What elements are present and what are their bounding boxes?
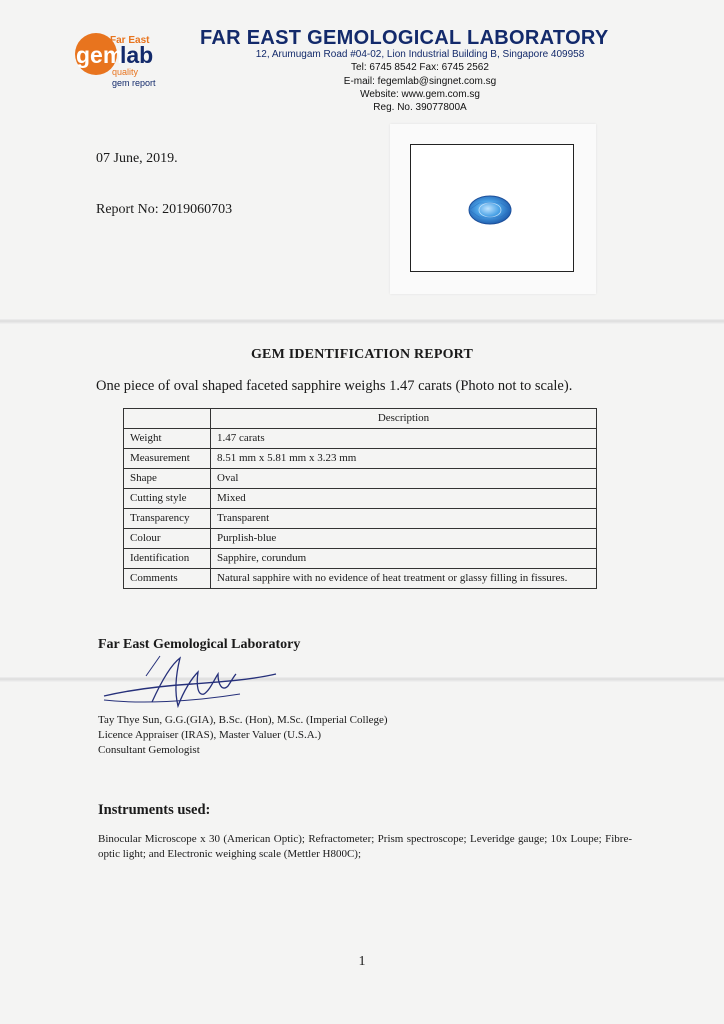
gem-photo-frame [410, 144, 574, 272]
logo-top-text: Far East [110, 35, 150, 46]
row-label: Identification [124, 549, 211, 569]
signatory-lab-name: Far East Gemological Laboratory [98, 637, 301, 652]
table-header-row [124, 409, 597, 429]
table-row [124, 449, 597, 469]
logo-lab-text: lab [120, 42, 154, 68]
lab-website: Website: www.gem.com.sg [360, 89, 480, 100]
report-number: Report No: 2019060703 [96, 202, 233, 217]
row-label: Transparency [124, 509, 211, 529]
lab-email: E-mail: fegemlab@singnet.com.sg [343, 76, 497, 87]
row-value: Mixed [211, 489, 597, 509]
report-date: 07 June, 2019. [96, 151, 178, 166]
row-value: Natural sapphire with no evidence of heat treatment or glassy filling in fissures. [211, 569, 597, 589]
signatory-details [98, 713, 388, 758]
row-label: Weight [124, 429, 211, 449]
lab-tel-fax: Tel: 6745 8542 Fax: 6745 2562 [351, 62, 489, 73]
logo-sub2-text: gem report [112, 78, 156, 88]
sapphire-image [411, 145, 573, 271]
table-header-description: Description [211, 409, 597, 429]
lab-reg-no: Reg. No. 39077800A [373, 102, 467, 113]
description-table [123, 408, 597, 589]
table-row [124, 509, 597, 529]
row-value: Oval [211, 469, 597, 489]
table-header-blank [124, 409, 211, 429]
table-row [124, 429, 597, 449]
row-value: 8.51 mm x 5.81 mm x 3.23 mm [211, 449, 597, 469]
row-label: Cutting style [124, 489, 211, 509]
table-row [124, 529, 597, 549]
signatory-name: Tay Thye Sun, G.G.(GIA), B.Sc. (Hon), M.Sc. (Imperial College) [98, 714, 388, 726]
row-label: Measurement [124, 449, 211, 469]
lab-address: 12, Arumugam Road #04-02, Lion Industrial Building B, Singapore 409958 [255, 49, 585, 60]
row-value: Sapphire, corundum [211, 549, 597, 569]
lab-title: FAR EAST GEMOLOGICAL LABORATORY [200, 27, 609, 49]
page-number: 1 [358, 954, 366, 969]
gemlab-logo [74, 30, 184, 92]
logo-gem-text: gem [76, 42, 124, 68]
row-value: Purplish-blue [211, 529, 597, 549]
report-summary: One piece of oval shaped faceted sapphire weighs 1.47 carats (Photo not to scale). [96, 378, 573, 394]
gem-photo [390, 124, 596, 294]
signatory-role: Consultant Gemologist [98, 744, 200, 756]
table-row [124, 489, 597, 509]
fold-crease [0, 318, 724, 324]
table-row [124, 469, 597, 489]
report-title: GEM IDENTIFICATION REPORT [250, 347, 474, 362]
table-row [124, 549, 597, 569]
row-label: Colour [124, 529, 211, 549]
logo-sub1-text: quality [112, 67, 139, 77]
signatory-credentials: Licence Appraiser (IRAS), Master Valuer (U.S.A.) [98, 729, 322, 741]
instruments-heading: Instruments used: [98, 802, 211, 818]
handwritten-signature [100, 650, 290, 720]
row-value: 1.47 carats [211, 429, 597, 449]
instruments-text: Binocular Microscope x 30 (American Optic); Refractometer; Prism spectroscope; Leveridge gauge; 10x Loupe; Fibre-optic light; and Electronic weighing scale (Mettler H800C); [98, 833, 632, 860]
table-row [124, 569, 597, 589]
row-label: Comments [124, 569, 211, 589]
row-label: Shape [124, 469, 211, 489]
row-value: Transparent [211, 509, 597, 529]
